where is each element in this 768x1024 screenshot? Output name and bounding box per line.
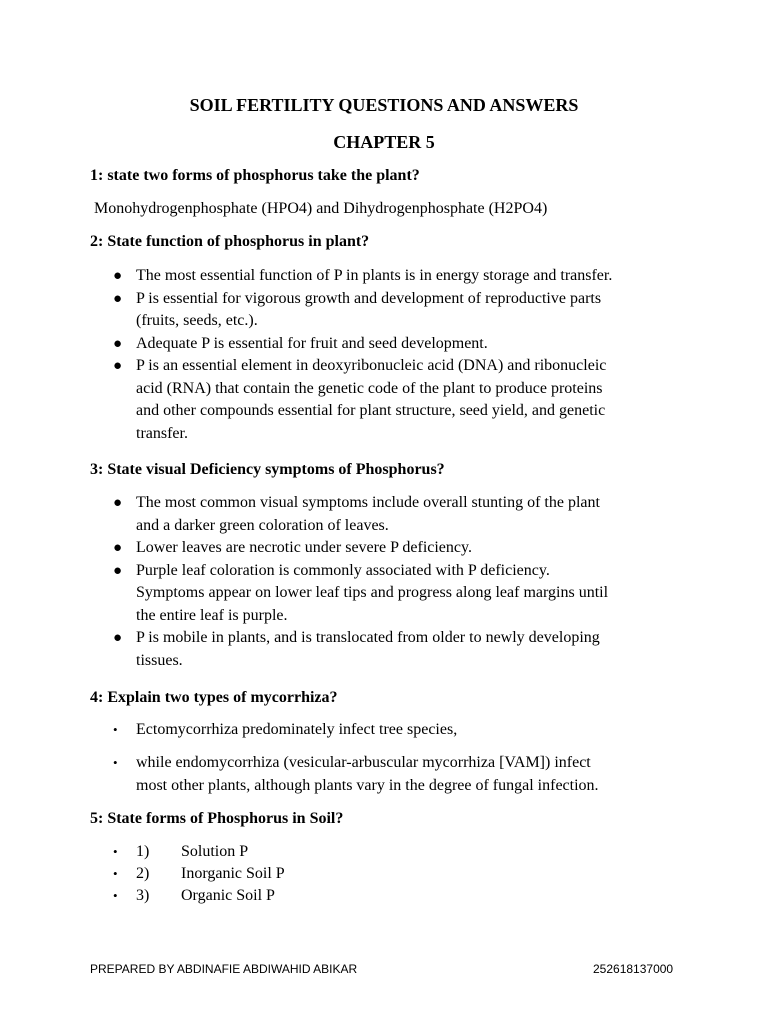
bullet-icon: • (113, 722, 118, 737)
bullet-icon: ● (113, 495, 123, 511)
bullet-icon: • (113, 866, 118, 881)
list-item: • while endomycorrhiza (vesicular-arbuscular mycorrhiza [VAM]) infect most other plants, although plants vary in the degree of fungal infection. (113, 754, 599, 794)
list-item: • 2) Inorganic Soil P (0, 863, 700, 885)
question-1: 1: state two forms of phosphorus take the plant? (90, 167, 420, 184)
list-item: ● P is essential for vigorous growth and development of reproductive parts (fruits, seeds, etc.). (113, 289, 602, 329)
question-3: 3: State visual Deficiency symptoms of Phosphorus? (90, 461, 445, 478)
bullet-icon: ● (113, 290, 123, 307)
answer-2-list (0, 265, 700, 445)
answer-3-list (0, 492, 700, 672)
bullet-icon: ● (113, 630, 123, 646)
answer-1: Monohydrogenphosphate (HPO4) and Dihydrogenphosphate (H2PO4) (94, 200, 548, 217)
bullet-icon: ● (113, 540, 123, 556)
list-item: ● Adequate P is essential for fruit and seed development. (0, 333, 700, 356)
list-item: ● P is an essential element in deoxyribonucleic acid (DNA) and ribonucleic acid (RNA) that contain the genetic code of the plant to produce proteins and other compounds essential for plant structure, seed yield, and genetic transfer. (113, 357, 607, 442)
bullet-icon: ● (113, 562, 123, 579)
question-2: 2: State function of phosphorus in plant? (90, 233, 370, 250)
list-item: ● Purple leaf coloration is commonly associated with P deficiency. Symptoms appear on lower leaf tips and progress along leaf margins until the entire leaf is purple. (113, 561, 609, 624)
list-item: • 3) Organic Soil P (0, 885, 700, 907)
list-item: ● The most essential function of P in plants is in energy storage and transfer. (0, 265, 700, 288)
answer-4-list-continued (0, 752, 700, 797)
bullet-icon: • (113, 755, 118, 770)
question-5: 5: State forms of Phosphorus in Soil? (90, 810, 344, 827)
answer-5-list (0, 841, 700, 907)
chapter-heading: CHAPTER 5 (333, 132, 435, 152)
bullet-icon: • (113, 888, 118, 903)
answer-4-list (0, 719, 700, 742)
bullet-icon: ● (113, 335, 123, 352)
document-title: SOIL FERTILITY QUESTIONS AND ANSWERS (189, 95, 579, 115)
list-item: ● The most common visual symptoms include overall stunting of the plant and a darker green coloration of leaves. (113, 494, 600, 534)
bullet-icon: ● (113, 268, 123, 284)
bullet-icon: • (113, 844, 118, 859)
bullet-icon: ● (113, 358, 123, 374)
list-item: ● Lower leaves are necrotic under severe P deficiency. (0, 537, 700, 560)
list-item: ● P is mobile in plants, and is translocated from older to newly developing tissues. (113, 629, 600, 669)
question-4: 4: Explain two types of mycorrhiza? (90, 689, 338, 706)
list-item: • 1) Solution P (0, 841, 700, 863)
footer-author: PREPARED BY ABDINAFIE ABDIWAHID ABIKAR (90, 962, 358, 976)
footer-phone: 252618137000 (593, 962, 674, 976)
list-item: • Ectomycorrhiza predominately infect tree species, (0, 719, 700, 742)
